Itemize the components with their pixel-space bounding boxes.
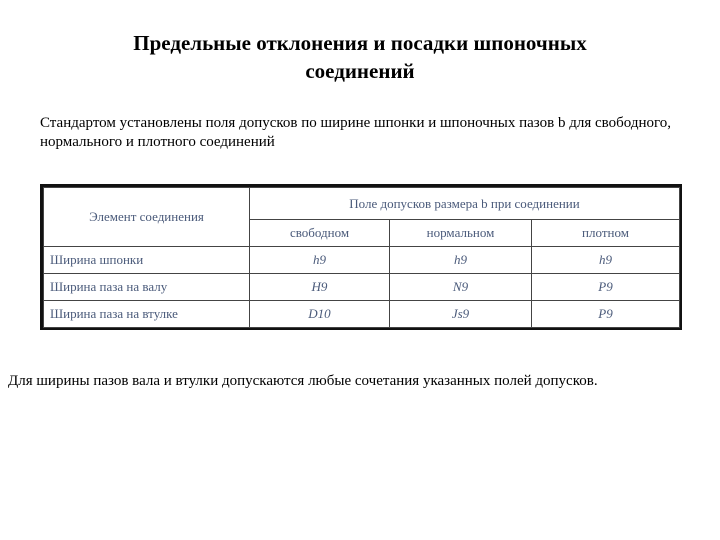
cell-hub-free: D10 (250, 301, 390, 328)
table-row (44, 301, 680, 328)
cell-key-free: h9 (250, 247, 390, 274)
slide-title (60, 29, 660, 85)
cell-key-tight: h9 (532, 247, 680, 274)
cell-hub-normal: Js9 (390, 301, 532, 328)
cell-shaft-tight: P9 (532, 274, 680, 301)
cell-shaft-free: H9 (250, 274, 390, 301)
column-header-free: свободном (250, 220, 390, 247)
column-header-tight: плотном (532, 220, 680, 247)
column-header-normal: нормальном (390, 220, 532, 247)
table-row (44, 274, 680, 301)
cell-hub-tight: P9 (532, 301, 680, 328)
tolerance-table (43, 187, 680, 328)
tolerance-table-frame (40, 184, 682, 330)
row-label-hub-slot: Ширина паза на втулке (44, 301, 250, 328)
table-row (44, 247, 680, 274)
title-line-1: Предельные отклонения и посадки шпоночных (133, 31, 587, 55)
footer-note: Для ширины пазов вала и втулки допускаются любые сочетания указанных полей допусков. (8, 373, 598, 389)
cell-shaft-normal: N9 (390, 274, 532, 301)
element-column-header: Элемент соединения (44, 188, 250, 247)
table-header-row (44, 188, 680, 220)
row-label-key-width: Ширина шпонки (44, 247, 250, 274)
tolerance-group-header: Поле допусков размера b при соединении (250, 188, 680, 220)
title-line-2: соединений (305, 59, 415, 83)
intro-paragraph: Стандартом установлены поля допусков по ширине шпонки и шпоночных пазов b для свободного, нормального и плотного соединений (40, 115, 672, 150)
row-label-shaft-slot: Ширина паза на валу (44, 274, 250, 301)
cell-key-normal: h9 (390, 247, 532, 274)
